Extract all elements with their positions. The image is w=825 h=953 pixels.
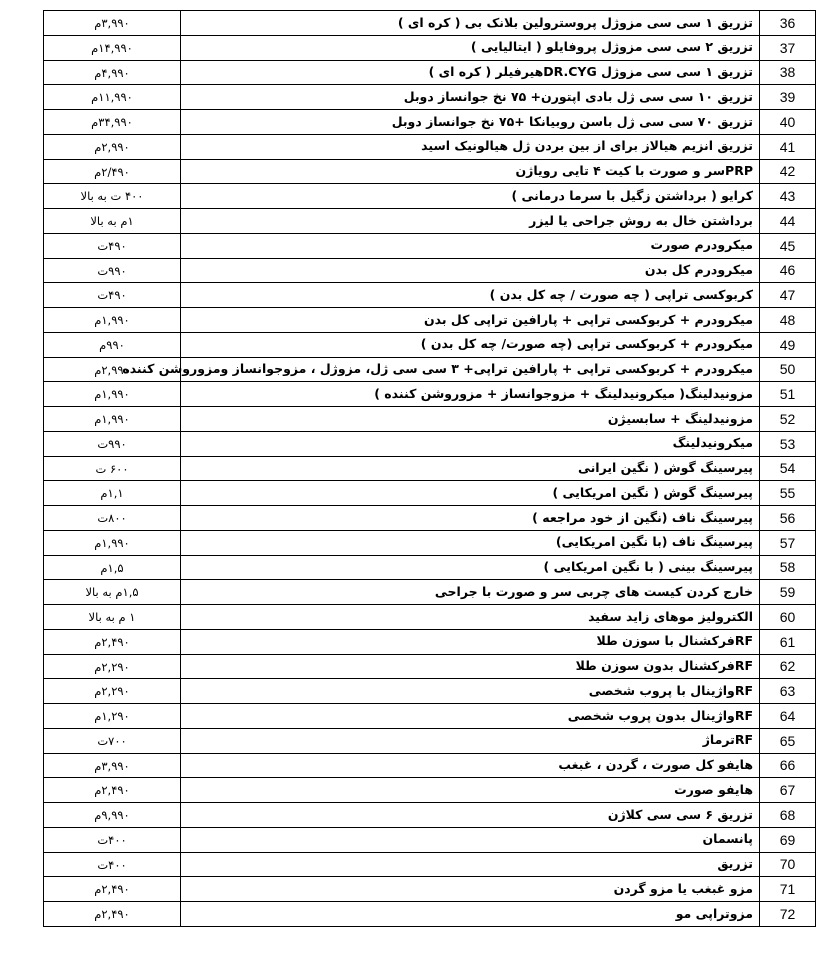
price-cell — [44, 85, 181, 110]
table-row — [44, 654, 816, 679]
price-value: ۱,۲۹۰م — [94, 709, 130, 724]
price-value: ۱,۹۹۰م — [94, 313, 130, 328]
table-row — [44, 530, 816, 555]
service-name-cell: تزریق ۶ سی سی کلاژن — [181, 803, 760, 828]
price-value: ۱,۹۹۰م — [94, 535, 130, 550]
row-number-cell: 60 — [760, 605, 816, 630]
row-number-cell: 71 — [760, 877, 816, 902]
table-row — [44, 778, 816, 803]
row-number-cell: 69 — [760, 827, 816, 852]
price-value: ۲,۴۹۰م — [94, 907, 130, 922]
price-cell — [44, 704, 181, 729]
price-value: ۲,۹۹۰م — [94, 139, 130, 154]
service-name-cell: الکترولیز موهای زاید سفید — [181, 605, 760, 630]
price-cell — [44, 11, 181, 36]
price-cell — [44, 778, 181, 803]
service-name-cell: مزوتراپی مو — [181, 902, 760, 927]
row-number-cell: 47 — [760, 283, 816, 308]
price-value: ۴۹۰ت — [97, 238, 127, 253]
price-value: ۹۹۰ت — [97, 263, 127, 278]
price-cell — [44, 60, 181, 85]
price-value: ۲/۴۹۰م — [94, 164, 130, 179]
row-number-cell: 55 — [760, 481, 816, 506]
service-name-cell: میکرودرم کل بدن — [181, 258, 760, 283]
price-cell — [44, 233, 181, 258]
service-name-cell: RFواژینال بدون پروب شخصی — [181, 704, 760, 729]
table-row — [44, 134, 816, 159]
row-number-cell: 46 — [760, 258, 816, 283]
table-row — [44, 431, 816, 456]
price-value: ۲,۲۹۰م — [94, 659, 130, 674]
service-name-cell: کربوکسی تراپی ( چه صورت / چه کل بدن ) — [181, 283, 760, 308]
row-number-cell: 58 — [760, 555, 816, 580]
price-value: ۲,۴۹۰م — [94, 882, 130, 897]
table-row — [44, 803, 816, 828]
service-name-cell: تزریق انزیم هیالاز برای از بین بردن ژل هیالونیک اسید — [181, 134, 760, 159]
row-number-cell: 37 — [760, 35, 816, 60]
price-value: ۱,۹۹۰م — [94, 412, 130, 427]
price-cell — [44, 605, 181, 630]
table-row — [44, 357, 816, 382]
price-value: ۲,۴۹۰م — [94, 634, 130, 649]
price-cell — [44, 555, 181, 580]
service-name-cell: هایفو صورت — [181, 778, 760, 803]
service-name-cell: RFترماژ — [181, 728, 760, 753]
row-number-cell: 57 — [760, 530, 816, 555]
price-value: ۱,۵م به بالا — [85, 585, 139, 600]
row-number-cell: 65 — [760, 728, 816, 753]
table-body — [44, 11, 816, 927]
service-name-cell: میکرودرم + کربوکسی تراپی + پارافین تراپی کل بدن — [181, 308, 760, 333]
table-row — [44, 902, 816, 927]
service-name-cell: هایفو کل صورت ، گردن ، غبغب — [181, 753, 760, 778]
row-number-cell: 66 — [760, 753, 816, 778]
service-name-cell: تزریق ۱ سی سی مزوژل پروسترولین بلانک بی ( کره ای ) — [181, 11, 760, 36]
price-value: ۱,۹۹۰م — [94, 387, 130, 402]
price-value: ۴,۹۹۰م — [94, 65, 130, 80]
price-value: ۹۹۰ت — [97, 436, 127, 451]
service-name-cell: پیرسینگ گوش ( نگین امریکایی ) — [181, 481, 760, 506]
row-number-cell: 41 — [760, 134, 816, 159]
price-cell — [44, 654, 181, 679]
price-cell — [44, 827, 181, 852]
table-row — [44, 258, 816, 283]
price-cell — [44, 481, 181, 506]
row-number-cell: 61 — [760, 629, 816, 654]
service-name-cell: تزریق ۲ سی سی مزوژل پروفایلو ( ایتالیایی ) — [181, 35, 760, 60]
table-row — [44, 629, 816, 654]
price-value: ۱۴,۹۹۰م — [91, 40, 133, 55]
price-table — [43, 10, 816, 927]
row-number-cell: 40 — [760, 110, 816, 135]
table-row — [44, 85, 816, 110]
table-row — [44, 506, 816, 531]
row-number-cell: 39 — [760, 85, 816, 110]
row-number-cell: 45 — [760, 233, 816, 258]
price-value: ۴۰۰ت — [97, 857, 127, 872]
price-cell — [44, 35, 181, 60]
row-number-cell: 56 — [760, 506, 816, 531]
service-name-cell: خارج کردن کیست های چربی سر و صورت با جراحی — [181, 580, 760, 605]
service-name-cell: RFواژینال با پروب شخصی — [181, 679, 760, 704]
table-row — [44, 555, 816, 580]
price-cell — [44, 209, 181, 234]
table-row — [44, 184, 816, 209]
row-number-cell: 67 — [760, 778, 816, 803]
table-row — [44, 481, 816, 506]
row-number-cell: 62 — [760, 654, 816, 679]
table-row — [44, 283, 816, 308]
price-value: ۳,۹۹۰م — [94, 758, 130, 773]
row-number-cell: 52 — [760, 407, 816, 432]
table-row — [44, 679, 816, 704]
table-row — [44, 110, 816, 135]
price-cell — [44, 159, 181, 184]
service-name-cell: پانسمان — [181, 827, 760, 852]
price-cell — [44, 506, 181, 531]
price-cell — [44, 332, 181, 357]
table-row — [44, 407, 816, 432]
service-name-cell: RFفرکشنال بدون سوزن طلا — [181, 654, 760, 679]
price-cell — [44, 184, 181, 209]
price-cell — [44, 456, 181, 481]
price-value: ۱,۵م — [100, 560, 124, 575]
row-number-cell: 49 — [760, 332, 816, 357]
table-row — [44, 852, 816, 877]
table-row — [44, 209, 816, 234]
row-number-cell: 63 — [760, 679, 816, 704]
row-number-cell: 36 — [760, 11, 816, 36]
row-number-cell: 48 — [760, 308, 816, 333]
service-name-cell: تزریق ۱۰ سی سی ژل بادی اپتورن+ ۷۵ نخ جوانساز دوبل — [181, 85, 760, 110]
table-row — [44, 827, 816, 852]
price-cell — [44, 382, 181, 407]
price-cell — [44, 803, 181, 828]
table-row — [44, 11, 816, 36]
price-cell — [44, 728, 181, 753]
price-value: ۲,۲۹۰م — [94, 684, 130, 699]
price-cell — [44, 134, 181, 159]
service-name-cell: پیرسینگ گوش ( نگین ایرانی — [181, 456, 760, 481]
price-cell — [44, 110, 181, 135]
price-value: ۲,۹۹۰م — [94, 362, 130, 377]
price-cell — [44, 530, 181, 555]
row-number-cell: 38 — [760, 60, 816, 85]
row-number-cell: 44 — [760, 209, 816, 234]
table-row — [44, 35, 816, 60]
price-value: ۱,۱م — [100, 486, 124, 501]
price-cell — [44, 283, 181, 308]
service-name-cell: پیرسینگ ناف (نگین از خود مراجعه ) — [181, 506, 760, 531]
row-number-cell: 72 — [760, 902, 816, 927]
price-value: ۸۰۰ت — [97, 511, 127, 526]
price-value: ۱۱,۹۹۰م — [91, 90, 133, 105]
service-name-cell: تزریق ۷۰ سی سی ژل باسن روبیانکا +۷۵ نخ جوانساز دوبل — [181, 110, 760, 135]
price-cell — [44, 431, 181, 456]
row-number-cell: 51 — [760, 382, 816, 407]
service-name-cell: مزو غبغب یا مزو گردن — [181, 877, 760, 902]
price-cell — [44, 902, 181, 927]
service-name-cell: RFفرکشنال با سوزن طلا — [181, 629, 760, 654]
table-row — [44, 753, 816, 778]
table-row — [44, 382, 816, 407]
service-name-cell: مزونیدلینگ( میکرونیدلینگ + مزوجوانساز + مزوروشن کننده ) — [181, 382, 760, 407]
row-number-cell: 50 — [760, 357, 816, 382]
table-row — [44, 60, 816, 85]
service-name-cell: تزریق — [181, 852, 760, 877]
table-row — [44, 332, 816, 357]
price-cell — [44, 753, 181, 778]
service-name-cell: میکرودرم + کربوکسی تراپی (چه صورت/ چه کل بدن ) — [181, 332, 760, 357]
table-row — [44, 233, 816, 258]
table-row — [44, 877, 816, 902]
price-cell — [44, 877, 181, 902]
table-row — [44, 605, 816, 630]
service-name-cell: PRPسر و صورت با کیت ۴ تایی رویاژن — [181, 159, 760, 184]
table-row — [44, 159, 816, 184]
price-value: ۳۴,۹۹۰م — [91, 115, 133, 130]
service-name-cell: تزریق ۱ سی سی مزوژل DR.CYGهیرفیلر ( کره ای ) — [181, 60, 760, 85]
table-row — [44, 456, 816, 481]
service-name-cell: میکرودرم + کربوکسی تراپی + پارافین تراپی+ ۳ سی سی ژل، مزوژل ، مزوجوانساز ومزوروشن کننده — [181, 357, 760, 382]
price-value: ۱م به بالا — [90, 214, 134, 229]
price-value: ۹۹۰م — [99, 337, 125, 352]
price-cell — [44, 679, 181, 704]
row-number-cell: 59 — [760, 580, 816, 605]
price-value: ۱ م به بالا — [88, 610, 136, 625]
row-number-cell: 68 — [760, 803, 816, 828]
row-number-cell: 43 — [760, 184, 816, 209]
price-cell — [44, 629, 181, 654]
price-cell — [44, 580, 181, 605]
price-cell — [44, 258, 181, 283]
table-row — [44, 704, 816, 729]
price-value: ۴۰۰ ت به بالا — [80, 189, 144, 204]
service-name-cell: پیرسینگ ناف (با نگین امریکایی) — [181, 530, 760, 555]
row-number-cell: 64 — [760, 704, 816, 729]
service-name-cell: مزونیدلینگ + سابسیژن — [181, 407, 760, 432]
row-number-cell: 70 — [760, 852, 816, 877]
table-row — [44, 728, 816, 753]
price-value: ۳,۹۹۰م — [94, 16, 130, 31]
table-row — [44, 308, 816, 333]
row-number-cell: 42 — [760, 159, 816, 184]
price-cell — [44, 852, 181, 877]
service-name-cell: میکرونیدلینگ — [181, 431, 760, 456]
price-value: ۴۹۰ت — [97, 288, 127, 303]
price-cell — [44, 407, 181, 432]
price-value: ۷۰۰ت — [97, 733, 127, 748]
price-value: ۲,۴۹۰م — [94, 783, 130, 798]
service-name-cell: میکرودرم صورت — [181, 233, 760, 258]
row-number-cell: 54 — [760, 456, 816, 481]
price-value: ۴۰۰ت — [97, 832, 127, 847]
service-name-cell: پیرسینگ بینی ( با نگین امریکایی ) — [181, 555, 760, 580]
service-name-cell: برداشتن خال به روش جراحی یا لیزر — [181, 209, 760, 234]
table-row — [44, 580, 816, 605]
service-name-cell: کرایو ( برداشتن زگیل با سرما درمانی ) — [181, 184, 760, 209]
price-value: ۶۰۰ ت — [95, 461, 129, 476]
price-cell — [44, 308, 181, 333]
price-value: ۹,۹۹۰م — [94, 808, 130, 823]
row-number-cell: 53 — [760, 431, 816, 456]
